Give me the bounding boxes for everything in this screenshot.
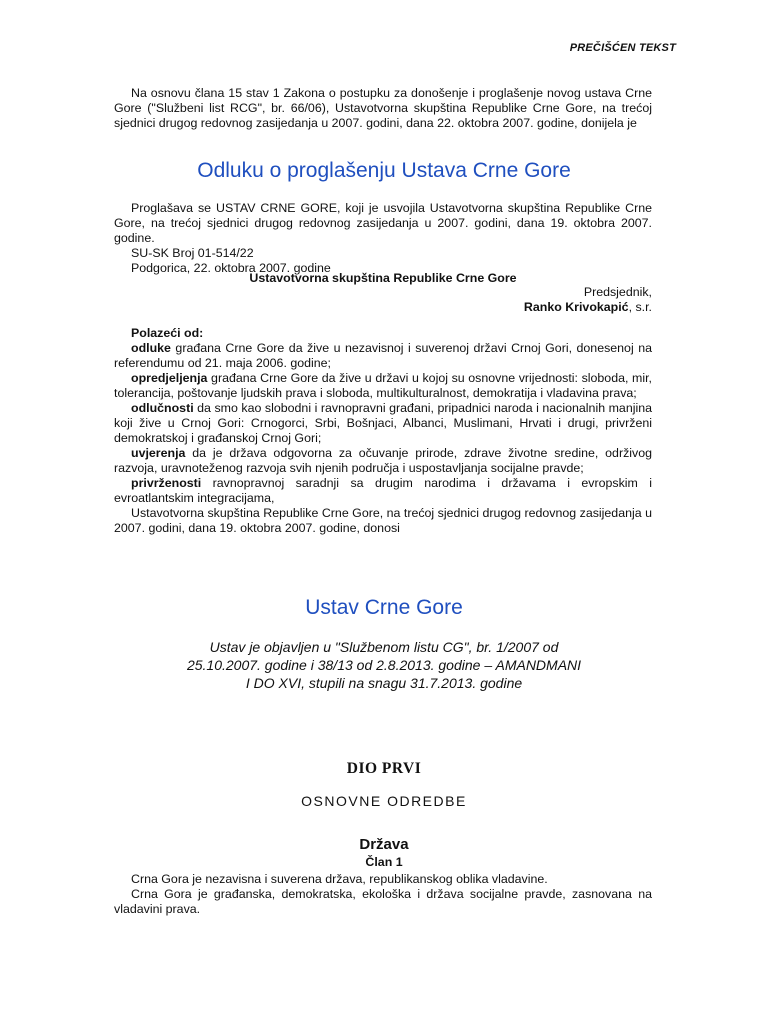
- preamble-closing: Ustavotvorna skupština Republike Crne Gore, na trećoj sjednici drugog redovnog zasijedanja u 2007. godini, dana 19. oktobra 2007. godine, donosi: [114, 506, 652, 535]
- signer-role: Predsjednik,: [583, 285, 652, 299]
- preamble-item-text: građana Crne Gore da žive u državi u kojoj su osnovne vrijednosti: sloboda, mir, tolerancija, poštovanje ljudskih prava i sloboda, multikulturalnost, demokratija i vladavina prava;: [114, 371, 652, 400]
- signer-name: Ranko Krivokapić: [523, 300, 629, 314]
- preamble-item: [114, 371, 652, 401]
- assembly-name: Ustavotvorna skupština Republike Crne Gore: [249, 271, 517, 285]
- preamble-item: [114, 476, 652, 506]
- preamble-item-text: ravnopravnoj saradnji sa drugim narodima i državama i evropskim i evroatlantskim integracijama,: [114, 476, 652, 505]
- signature-block: [114, 285, 652, 315]
- place-date: Podgorica, 22. oktobra 2007. godine: [131, 261, 331, 275]
- preamble-item-key: odluke: [131, 341, 171, 355]
- intro-paragraph: [114, 86, 652, 131]
- article-number: Član 1: [365, 855, 403, 869]
- preamble-item-text: građana Crne Gore da žive u nezavisnoj i suverenoj državi Crnoj Gori, donesenoj na referendumu od 21. maja 2006. godine;: [114, 341, 652, 370]
- odluka-title: Odluku o proglašenju Ustava Crne Gore: [197, 159, 571, 182]
- preamble-item-key: opredjeljenja: [131, 371, 208, 385]
- preamble-item-text: da je država odgovorna za očuvanje prirode, zdrave životne sredine, održivog razvoja, uravnoteženog razvoja svih njenih područja i uspostavljanja socijalne pravde;: [114, 446, 652, 475]
- preamble-item-key: privrženosti: [131, 476, 202, 490]
- constitution-title: Ustav Crne Gore: [305, 596, 463, 619]
- header-tag: PREČIŠĆEN TEKST: [569, 42, 676, 54]
- chapter-heading: Država: [359, 836, 409, 853]
- preamble-item-key: odlučnosti: [131, 401, 194, 415]
- publication-note: Ustav je objavljen u "Službenom listu CG", br. 1/2007 od 25.10.2007. godine i 38/13 od 2.8.2013. godine – AMANDMANI I DO XVI, stupili na snagu 31.7.2013. godine: [186, 639, 582, 691]
- article-paragraph: Crna Gora je nezavisna i suverena država, republikanskog oblika vladavine.: [131, 872, 548, 886]
- preamble-heading: Polazeći od:: [131, 326, 204, 340]
- preamble-item: [114, 401, 652, 446]
- section-title: OSNOVNE ODREDBE: [301, 793, 467, 809]
- decision-number: SU-SK Broj 01-514/22: [131, 246, 254, 260]
- preamble-item: [114, 341, 652, 371]
- article-paragraph: Crna Gora je građanska, demokratska, ekološka i država socijalne pravde, zasnovana na vladavini prava.: [114, 887, 652, 916]
- proglasenje-text: Proglašava se USTAV CRNE GORE, koji je usvojila Ustavotvorna skupština Republike Crne Gore, na trećoj sjednici drugog redovnog zasijedanja u 2007. godini, dana 19. oktobra 2007. godine.: [114, 201, 652, 245]
- article-1-text: [114, 872, 652, 917]
- preamble-item-text: da smo kao slobodni i ravnopravni građani, pripadnici naroda i nacionalnih manjina koji žive u Crnoj Gori: Crnogorci, Srbi, Bošnjaci, Albanci, Muslimani, Hrvati i drugi, privrženi demokratskoj i građanskoj Crnoj Gori;: [114, 401, 652, 445]
- preamble-block: [114, 326, 652, 536]
- intro-text: Na osnovu člana 15 stav 1 Zakona o postupku za donošenje i proglašenje novog ustava Crne Gore ("Službeni list RCG", br. 66/06), Ustavotvorna skupština Republike Crne Gore, na trećoj sjednici drugog redovnog zasijedanja u 2007. godini, dana 22. oktobra 2007. godine, donijela je: [114, 86, 652, 130]
- part-title: DIO PRVI: [346, 760, 422, 777]
- proglasenje-block: [114, 201, 652, 276]
- signer: [114, 300, 652, 315]
- signer-suffix: , s.r.: [628, 300, 652, 314]
- preamble-item-key: uvjerenja: [131, 446, 186, 460]
- preamble-item: [114, 446, 652, 476]
